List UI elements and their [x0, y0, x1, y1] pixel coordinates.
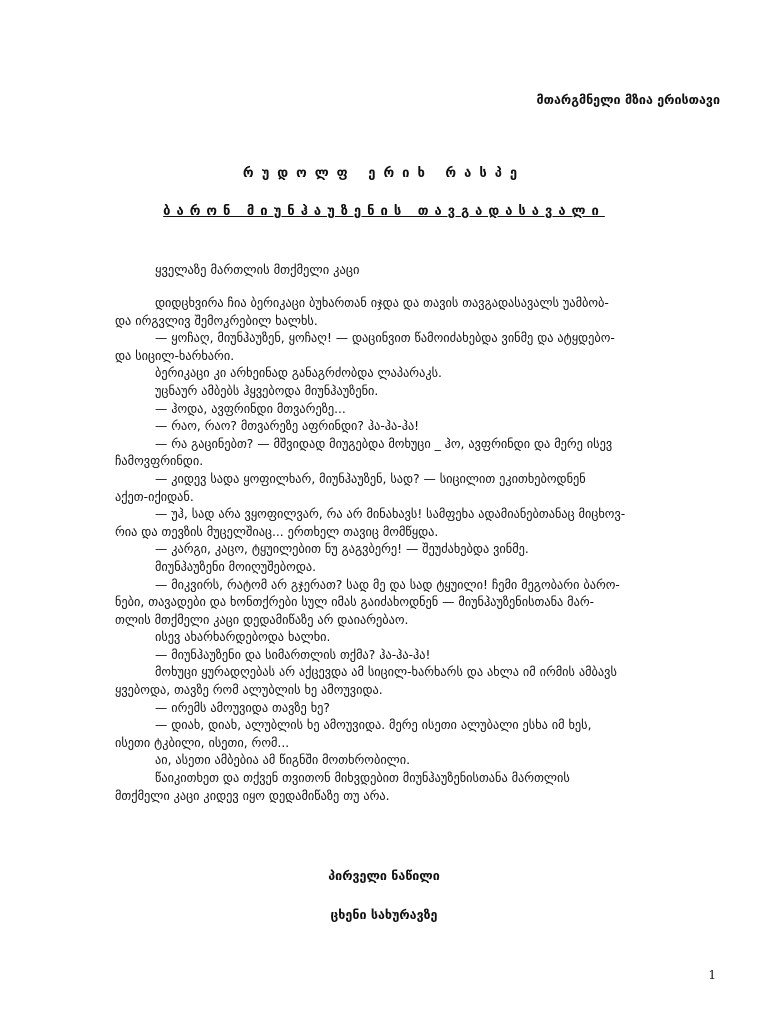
text-line: ნები, თავადები და ხონთქრები სულ იმას გაიძახოდნენ — მიუნჰაუზენისთანა მარ- [115, 595, 595, 610]
chapter-heading: ცხენი სახურავზე [330, 907, 438, 922]
text-line: — დიახ, დიახ, ალუბლის ხე ამოუვიდა. მერე ისეთი ალუბალი ესხა იმ ხეს, [155, 718, 592, 733]
text-line: — ირემს ამოუვიდა თავზე ხე? [155, 700, 330, 715]
text-line: ყვებოდა, თავზე რომ ალუბლის ხე ამოუვიდა. [115, 683, 383, 698]
text-line: დიდცხვირა ჩია ბერიკაცი ბუხართან იჯდა და თავის თავგადასავალს უამბობ- [155, 296, 609, 310]
text-line: — კარგი, კაცო, ტყუილებით ნუ გაგვბერე! — შეუძახებდა ვინმე. [155, 542, 529, 557]
text-line: — რაო, რაო? მთვარეზე აფრინდი? ჰა-ჰა-ჰა! [155, 419, 420, 434]
text-line: ბერიკაცი კი არხეინად განაგრძობდა ლაპარაკს. [155, 366, 442, 381]
part-heading: პირველი ნაწილი [328, 868, 440, 883]
text-line: ჩამოვფრინდი. [115, 454, 204, 469]
text-line: უცნაურ ამბებს ჰყვებოდა მიუნჰაუზენი. [155, 383, 379, 398]
page-number: 1 [708, 968, 716, 982]
text-line: წაიკითხეთ და თქვენ თვითონ მიხვდებით მიუნჰაუზენისთანა მართლის [155, 771, 570, 786]
text-line: აი, ასეთი ამბებია ამ წიგნში მოთხრობილი. [155, 753, 411, 768]
text-line: და ირგვლივ შემოკრებილ ხალხს. [115, 313, 318, 328]
text-line: რია და თევზის მუცელშიაც... ერთხელ თავიც მომწყდა. [115, 524, 439, 539]
text-line: მოხუცი ყურადღებას არ აქცევდა ამ სიცილ-ხარხარს და ახლა იმ ირმის ამბავს [155, 665, 617, 680]
body-text [115, 295, 715, 805]
text-line: ისევ ახარხარდებოდა ხალხი. [155, 630, 331, 645]
text-line: — ჰოდა, ავფრინდი მთვარეზე... [155, 401, 346, 416]
chapter-subtitle: ყველაზე მართლის მთქმელი კაცი [155, 262, 360, 277]
book-title: ბარონ მიუნჰაუზენის თავგადასავალი [163, 204, 605, 219]
text-line: — კიდევ სადა ყოფილხარ, მიუნჰაუზენ, სად? — სიცილით ეკითხებოდნენ [155, 471, 586, 486]
text-line: თლის მთქმელი კაცი დედამიწაზე არ დაიარებაო. [115, 612, 409, 627]
text-line: — ყოჩაღ, მიუნჰაუზენ, ყოჩაღ! — დაცინვით წამოიძახებდა ვინმე და ატყდებო- [155, 331, 615, 346]
author-name: რუდოლფ ერიხ რასპე [242, 166, 526, 181]
text-line: და სიცილ-ხარხარი. [115, 348, 235, 363]
text-line: — მიკვირს, რატომ არ გჯერათ? სად მე და სად ტყუილი! ჩემი მეგობარი ბარო- [155, 577, 620, 592]
text-line: მთქმელი კაცი კიდევ იყო დედამიწაზე თუ არა. [115, 788, 390, 803]
text-line: — მიუნჰაუზენი და სიმართლის თქმა? ჰა-ჰა-ჰა! [155, 647, 431, 662]
text-line: ისეთი ტკბილი, ისეთი, რომ... [115, 735, 290, 750]
translator-credit: მთარგმნელი მზია ერისთავი [536, 92, 720, 107]
text-line: აქეთ-იქიდან. [115, 489, 194, 504]
text-line: — უჰ, სად არა ვყოფილვარ, რა არ მინახავს! სამფეხა ადამიანებთანაც მიცხოვ- [155, 507, 626, 522]
text-line: მიუნჰაუზენი მოიღუშებოდა. [155, 559, 317, 574]
text-line: — რა გაცინებთ? — მშვიდად მიუგებდა მოხუცი _ ჰო, ავფრინდი და მერე ისევ [155, 436, 613, 451]
